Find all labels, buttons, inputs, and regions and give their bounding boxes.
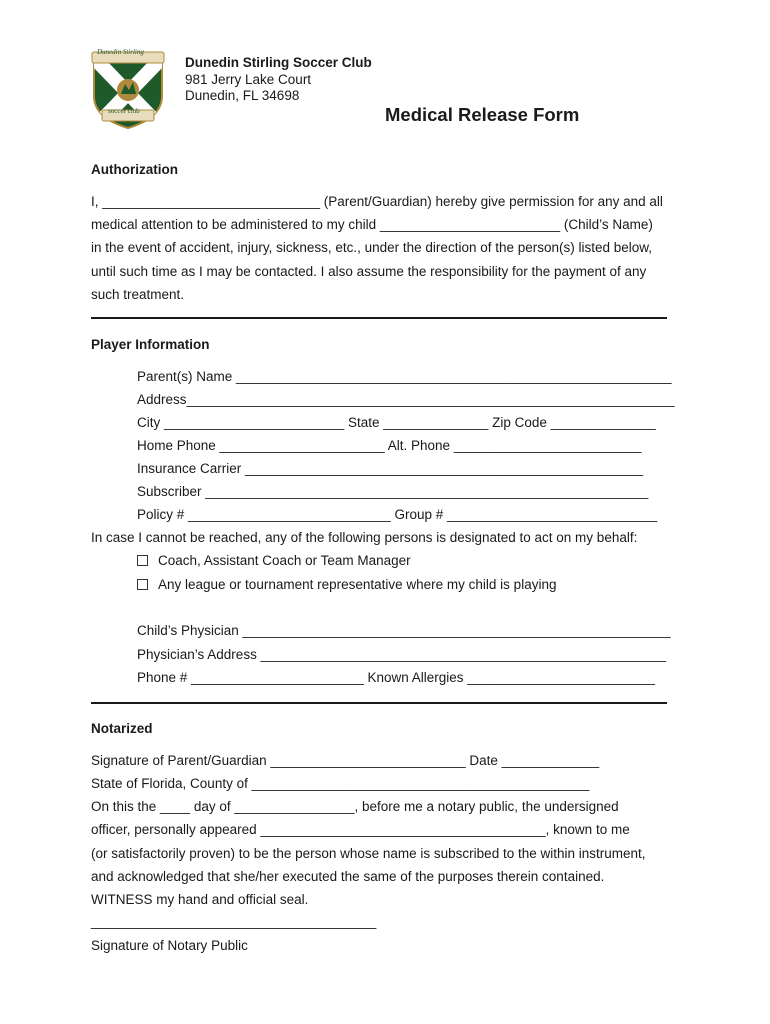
- authorization-line: in the event of accident, injury, sickness, etc., under the direction of the person(s) listed below,: [91, 240, 653, 255]
- option-label: Coach, Assistant Coach or Team Manager: [158, 553, 411, 568]
- field-parent-name[interactable]: Parent(s) Name __________________________________________________________: [137, 369, 672, 384]
- notary-line: and acknowledged that she/her executed the same of the purposes therein contained.: [91, 869, 605, 884]
- notary-line: (or satisfactorily proven) to be the person whose name is subscribed to the within instrument,: [91, 846, 646, 861]
- field-subscriber[interactable]: Subscriber ___________________________________________________________: [137, 484, 649, 499]
- field-address[interactable]: Address_________________________________________________________________: [137, 392, 675, 407]
- authorization-heading: Authorization: [91, 162, 178, 177]
- option-label: Any league or tournament representative where my child is playing: [158, 577, 557, 592]
- notary-line[interactable]: officer, personally appeared ______________________________________, known to me: [91, 822, 630, 837]
- club-crest-logo: [88, 46, 168, 130]
- notary-signature-line[interactable]: ______________________________________: [91, 914, 377, 929]
- field-policy-group[interactable]: Policy # ___________________________ Group # ____________________________: [137, 507, 658, 522]
- checkbox[interactable]: [137, 579, 148, 590]
- org-address-line1: 981 Jerry Lake Court: [185, 72, 312, 87]
- notary-signature-label: Signature of Notary Public: [91, 938, 248, 953]
- authorization-line: such treatment.: [91, 287, 185, 302]
- org-name: Dunedin Stirling Soccer Club: [185, 55, 372, 70]
- field-phone-allergies[interactable]: Phone # _______________________ Known Allergies _________________________: [137, 670, 655, 685]
- notarized-heading: Notarized: [91, 721, 153, 736]
- crest-bottom-text: soccer club: [108, 107, 140, 115]
- field-city-state-zip[interactable]: City ________________________ State ______________ Zip Code ______________: [137, 415, 656, 430]
- form-title: Medical Release Form: [385, 104, 580, 125]
- option-coach[interactable]: [137, 553, 411, 568]
- field-phones[interactable]: Home Phone ______________________ Alt. Phone _________________________: [137, 438, 642, 453]
- field-county[interactable]: State of Florida, County of _____________________________________________: [91, 776, 590, 791]
- crest-top-text: Dunedin Stirling: [97, 48, 144, 56]
- checkbox[interactable]: [137, 555, 148, 566]
- org-address-line2: Dunedin, FL 34698: [185, 88, 300, 103]
- authorization-line: I, _____________________________ (Parent/Guardian) hereby give permission for any and all: [91, 194, 663, 209]
- section-divider: [91, 317, 667, 319]
- field-childs-physician[interactable]: Child’s Physician _________________________________________________________: [137, 623, 671, 638]
- player-info-heading: Player Information: [91, 337, 210, 352]
- notary-line[interactable]: On this the ____ day of ________________, before me a notary public, the undersigned: [91, 799, 619, 814]
- option-league-rep[interactable]: [137, 577, 556, 592]
- field-parent-signature-date[interactable]: Signature of Parent/Guardian __________________________ Date _____________: [91, 753, 600, 768]
- designate-intro: In case I cannot be reached, any of the following persons is designated to act on my behalf:: [91, 530, 638, 545]
- field-insurance-carrier[interactable]: Insurance Carrier _____________________________________________________: [137, 461, 643, 476]
- authorization-line: medical attention to be administered to my child ________________________ (Child’s Name): [91, 217, 653, 232]
- authorization-line: until such time as I may be contacted. I also assume the responsibility for the payment of any: [91, 264, 647, 279]
- field-physician-address[interactable]: Physician’s Address ______________________________________________________: [137, 647, 666, 662]
- section-divider: [91, 702, 667, 704]
- notary-line: WITNESS my hand and official seal.: [91, 892, 309, 907]
